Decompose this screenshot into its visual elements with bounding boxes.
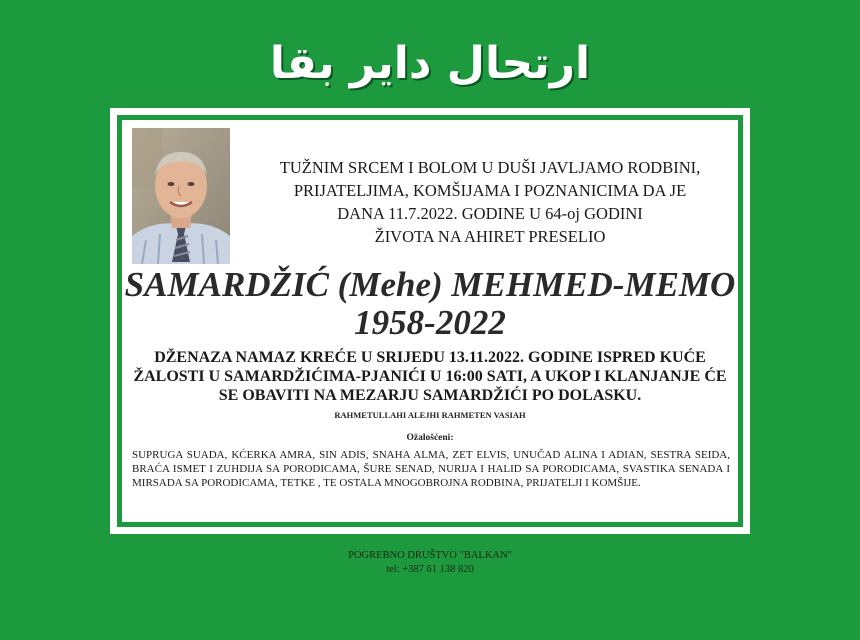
funeral-line: ŽALOSTI U SAMARDŽIĆIMA-PJANIĆI U 16:00 SATI, A UKOP I KLANJANJE ĆE [133,368,727,385]
funeral-details [130,348,730,405]
funeral-line: DŽENAZA NAMAZ KREĆE U SRIJEDU 13.11.2022. GODINE ISPRED KUĆE [154,349,706,366]
portrait-photo-icon [132,128,230,264]
mourners-heading: Ožalošćeni: [406,433,454,443]
funeral-home-footer [0,549,860,577]
funeral-home-phone: tel: +387 61 138 820 [386,564,474,575]
deceased-name: SAMARDŽIĆ (Mehe) MEHMED-MEMO [124,265,736,304]
portrait-photo [132,128,230,264]
funeral-home-name: POGREBNO DRUŠTVO "BALKAN" [348,550,512,561]
funeral-line: SE OBAVITI NA MEZARJU SAMARDŽIĆI PO DOLASKU. [218,387,642,404]
arabic-calligraphy-header [0,18,860,108]
intro-line: DANA 11.7.2022. GODINE U 64-oj GODINI [337,204,643,223]
intro-line: ŽIVOTA NA AHIRET PRESELIO [374,227,606,246]
obituary-card [110,108,750,534]
announcement-intro [250,156,730,248]
intro-line: PRIJATELJIMA, KOMŠIJAMA I POZNANICIMA DA JE [293,181,687,200]
mourners-list: SUPRUGA SUADA, KĆERKA AMRA, SIN ADIS, SNAHA ALMA, ZET ELVIS, UNUČAD ALINA I ADIAN, SESTRA SEIDA, BRAĆA ISMET I ZUHDIJA SA PORODICAMA, ŠURE SENAD, NURIJA I HALID SA PORODICAMA, SVASTIKA SENADA I MIRSADA SA PORODICAMA, TETKE , TE OSTALA MNOGOBROJNA RODBINA, PRIJATELJI I KOMŠIJE. [132,449,730,489]
calligraphy-text: ارتحال داير بقا [269,37,591,89]
intro-line: TUŽNIM SRCEM I BOLOM U DUŠI JAVLJAMO RODBINI, [279,158,701,177]
life-years: 1958-2022 [354,303,506,342]
prayer-line: RAHMETULLAHI ALEJHI RAHMETEN VASIAH [334,410,526,420]
